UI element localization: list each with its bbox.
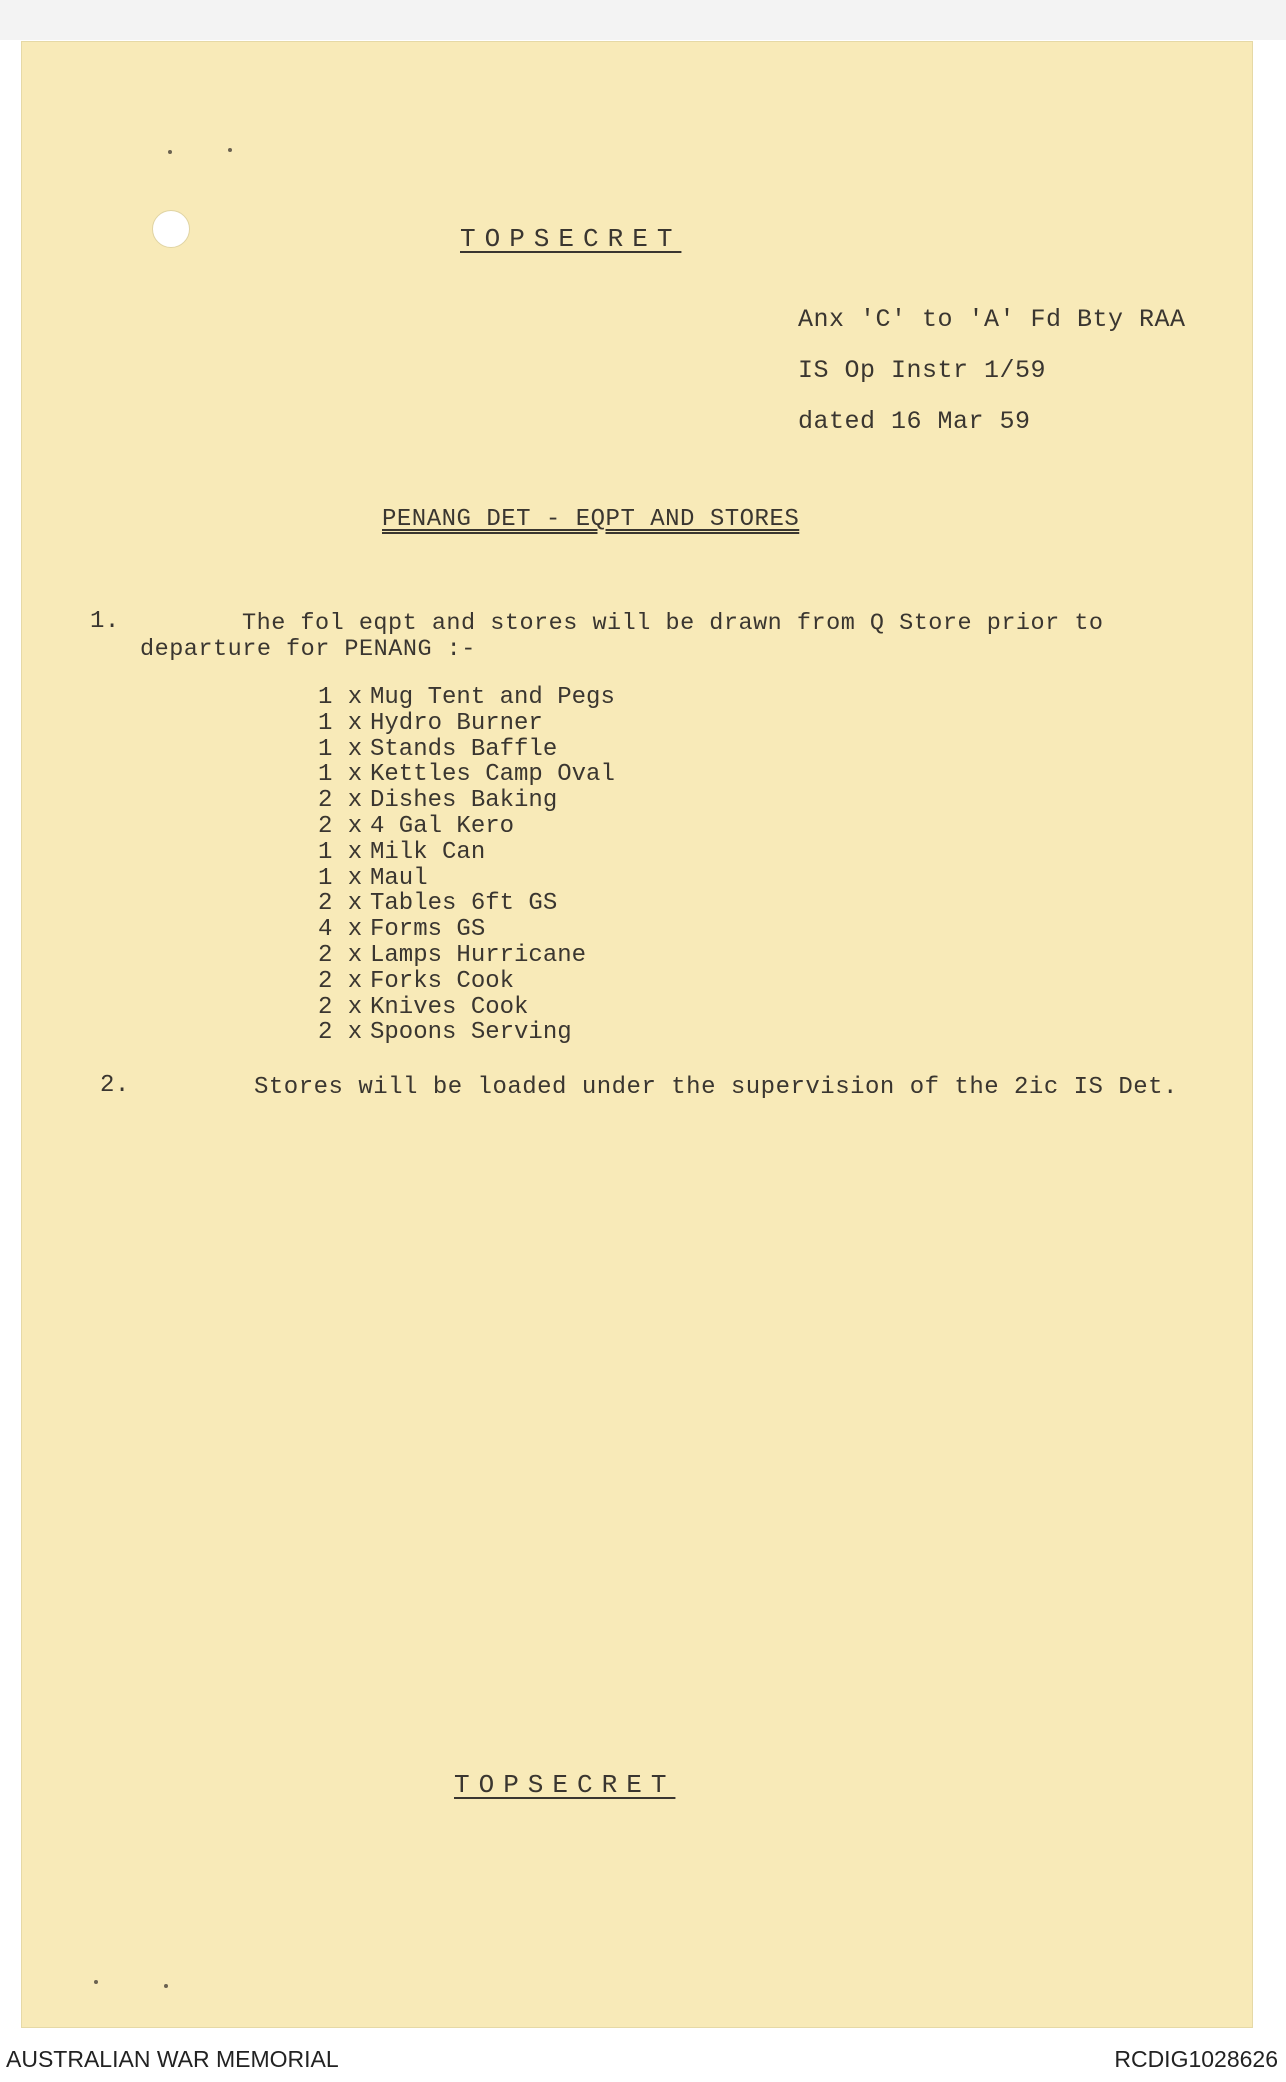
- paper-speck: [164, 1984, 168, 1988]
- document-page: [22, 42, 1252, 2027]
- item-name: Forms GS: [370, 916, 486, 944]
- paragraph-2-number: 2.: [100, 1072, 130, 1099]
- item-separator: x: [347, 890, 363, 918]
- paper-speck: [168, 150, 172, 154]
- punch-hole: [152, 210, 190, 248]
- item-name: Milk Can: [370, 838, 486, 866]
- item-separator: x: [347, 941, 363, 969]
- list-item: [318, 866, 615, 892]
- paper-speck: [94, 1980, 98, 1984]
- item-name: Lamps Hurricane: [370, 941, 587, 969]
- paragraph-1-number: 1.: [90, 608, 120, 635]
- list-item: [318, 969, 615, 995]
- item-name: Forks Cook: [370, 967, 515, 995]
- list-item: [318, 685, 615, 711]
- footer-archive-name: AUSTRALIAN WAR MEMORIAL: [6, 2046, 339, 2072]
- item-name: 4 Gal Kero: [370, 812, 515, 840]
- paragraph-1-line-1: The fol eqpt and stores will be drawn from Q Store prior to: [242, 610, 1104, 637]
- item-quantity: 1: [318, 761, 333, 789]
- item-name: Maul: [370, 864, 428, 892]
- item-quantity: 2: [318, 967, 333, 995]
- item-quantity: 2: [318, 993, 333, 1021]
- list-item: [318, 943, 615, 969]
- list-item: [318, 891, 615, 917]
- item-name: Hydro Burner: [370, 709, 543, 737]
- paper-speck: [228, 148, 232, 152]
- classification-bottom: TOPSECRET: [454, 1770, 676, 1800]
- item-quantity: 2: [318, 787, 333, 815]
- item-name: Dishes Baking: [370, 787, 558, 815]
- classification-top: TOPSECRET: [460, 224, 682, 254]
- item-quantity: 4: [318, 916, 333, 944]
- list-item: [318, 711, 615, 737]
- item-separator: x: [347, 1019, 363, 1047]
- list-item: [318, 995, 615, 1021]
- item-quantity: 2: [318, 1019, 333, 1047]
- item-separator: x: [347, 812, 363, 840]
- list-item: [318, 840, 615, 866]
- item-separator: x: [347, 864, 363, 892]
- item-separator: x: [347, 916, 363, 944]
- paragraph-2-text: Stores will be loaded under the supervision of the 2ic IS Det.: [254, 1074, 1178, 1101]
- paragraph-1-line-2: departure for PENANG :-: [140, 636, 476, 663]
- list-item: [318, 737, 615, 763]
- stores-list: [318, 685, 615, 1046]
- item-name: Mug Tent and Pegs: [370, 684, 615, 711]
- item-separator: x: [347, 684, 363, 711]
- reference-annex: Anx 'C' to 'A' Fd Bty RAA: [798, 305, 1186, 334]
- item-quantity: 2: [318, 890, 333, 918]
- item-name: Spoons Serving: [370, 1019, 572, 1047]
- list-item: [318, 788, 615, 814]
- item-quantity: 1: [318, 709, 333, 737]
- item-name: Tables 6ft GS: [370, 890, 558, 918]
- list-item: [318, 917, 615, 943]
- item-quantity: 2: [318, 941, 333, 969]
- item-separator: x: [347, 838, 363, 866]
- scan-top-margin: [0, 0, 1286, 40]
- item-separator: x: [347, 709, 363, 737]
- item-separator: x: [347, 993, 363, 1021]
- item-quantity: 1: [318, 838, 333, 866]
- item-name: Stands Baffle: [370, 735, 558, 763]
- list-item: [318, 814, 615, 840]
- item-quantity: 1: [318, 864, 333, 892]
- item-separator: x: [347, 761, 363, 789]
- item-separator: x: [347, 787, 363, 815]
- document-heading: PENANG DET - EQPT AND STORES: [382, 506, 800, 533]
- item-separator: x: [347, 735, 363, 763]
- footer-record-id: RCDIG1028626: [1114, 2046, 1278, 2072]
- item-name: Knives Cook: [370, 993, 529, 1021]
- item-name: Kettles Camp Oval: [370, 761, 615, 789]
- item-quantity: 1: [318, 684, 333, 711]
- item-quantity: 1: [318, 735, 333, 763]
- item-quantity: 2: [318, 812, 333, 840]
- list-item: [318, 1020, 615, 1046]
- reference-date: dated 16 Mar 59: [798, 407, 1031, 436]
- item-separator: x: [347, 967, 363, 995]
- reference-instruction: IS Op Instr 1/59: [798, 356, 1047, 385]
- list-item: [318, 762, 615, 788]
